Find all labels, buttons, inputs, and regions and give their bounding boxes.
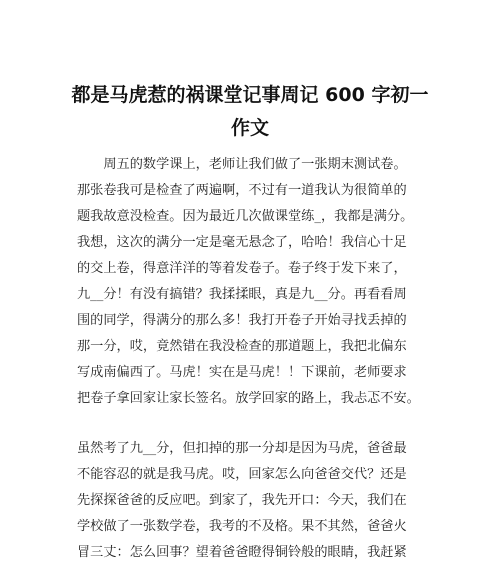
paragraph-line: 冒三丈：怎么回事？望着爸爸瞪得铜铃般的眼睛，我赶紧 bbox=[77, 545, 407, 560]
paragraph-line: 虽然考了九__分，但扣掉的那一分却是因为马虎，爸爸最 bbox=[77, 441, 407, 456]
paragraph-line: 围的同学，得满分的那么多！我打开卷子开始寻找丢掉的 bbox=[77, 313, 407, 328]
paragraph-line: 不能容忍的就是我马虎。哎，回家怎么向爸爸交代？还是 bbox=[77, 467, 407, 482]
paragraph-line: 先探探爸爸的反应吧。到家了，我先开口：今天，我们在 bbox=[77, 493, 407, 508]
paragraph-line: 周五的数学课上，老师让我们做了一张期末测试卷。 bbox=[77, 157, 407, 172]
document-title-line-1: 都是马虎惹的祸课堂记事周记 600 字初一 bbox=[71, 84, 429, 106]
paragraph-line: 学校做了一张数学卷，我考的不及格。果不其然，爸爸火 bbox=[77, 519, 407, 534]
paragraph-line: 题我故意没检查。因为最近几次做课堂练_，我都是满分。 bbox=[77, 209, 414, 224]
paragraph-line: 的交上卷，得意洋洋的等着发卷子。卷子终于发下来了， bbox=[77, 261, 407, 276]
paragraph-line: 那一分，哎，竟然错在我没检查的那道题上，我把北偏东 bbox=[77, 339, 407, 354]
paragraph-line: 把卷子拿回家让家长签名。放学回家的路上，我忐忑不安。 bbox=[77, 391, 420, 406]
paragraph-line: 九__分！有没有搞错？我揉揉眼，真是九__分。再看看周 bbox=[77, 287, 407, 302]
paragraph-line: 写成南偏西了。马虎！实在是马虎！！下课前，老师要求 bbox=[77, 365, 407, 380]
document-title-line-2: 作文 bbox=[230, 117, 269, 139]
paragraph-line: 我想，这次的满分一定是毫无悬念了，哈哈！我信心十足 bbox=[77, 235, 407, 250]
paragraph-line: 那张卷我可是检查了两遍啊，不过有一道我认为很简单的 bbox=[77, 183, 407, 198]
